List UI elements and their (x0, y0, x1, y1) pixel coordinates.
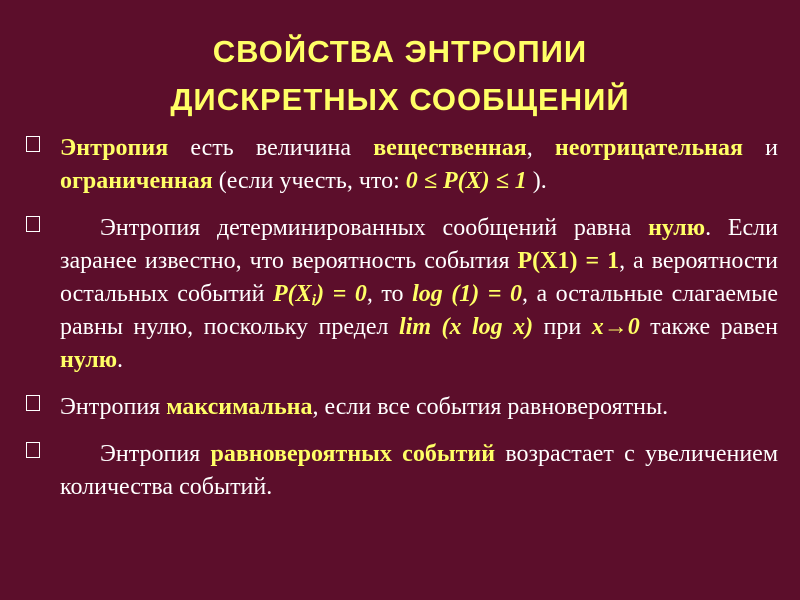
bullet-text-1 (60, 132, 778, 198)
text-span: ). (526, 168, 547, 194)
formula-probability-range: 0 ≤ P(X) ≤ 1 (405, 168, 527, 194)
text-span: , то (366, 281, 413, 307)
formula-part: P(X (273, 281, 312, 307)
term-nonnegative: неотрицательная (554, 135, 743, 161)
bullet-list (26, 132, 778, 518)
text-span: также равен (639, 314, 778, 340)
text-span: (если учесть, что: (212, 168, 406, 194)
bullet-text-2 (60, 212, 778, 377)
term-zero: нулю (60, 347, 118, 373)
bullet-item-2 (26, 212, 778, 377)
bullet-item-1 (26, 132, 778, 198)
bullet-box-icon (26, 395, 40, 411)
bullet-text-3 (60, 391, 778, 424)
text-span: , а остальные слагаемые равны нулю, поскольку предел (60, 281, 779, 340)
text-span: , а вероятности остальных событий (60, 248, 778, 307)
term-equiprobable-events: равновероятных событий (210, 441, 496, 467)
bullet-text-4 (60, 438, 778, 504)
text-span: . Если заранее известно, что вероятность события (60, 215, 778, 274)
term-bounded: ограниченная (60, 168, 213, 194)
formula-log: log (1) = 0 (412, 281, 522, 307)
text-span: при (533, 314, 592, 340)
formula-x-to-zero: x→0 (591, 314, 640, 340)
bullet-box-icon (26, 216, 40, 232)
term-real: вещественная (373, 135, 527, 161)
formula-limit: lim (x log x) (399, 314, 534, 340)
formula-p-xi (273, 281, 367, 307)
formula-p-x1: P(X1) = 1 (517, 248, 620, 274)
title-line-1: СВОЙСТВА ЭНТРОПИИ (212, 34, 588, 69)
bullet-item-3 (26, 391, 778, 424)
text-span: , если все события равновероятны. (312, 394, 669, 420)
bullet-item-4 (26, 438, 778, 504)
bullet-box-icon (26, 442, 40, 458)
text-span: возрастает с увеличением количества событий. (60, 441, 778, 500)
formula-subscript: i (311, 292, 317, 309)
term-entropy: Энтропия (60, 135, 169, 161)
text-span: и (742, 135, 779, 161)
bullet-box-icon (26, 136, 40, 152)
slide-title (0, 28, 800, 124)
text-span: есть величина (168, 135, 374, 161)
text-span: Энтропия детерминированных сообщений равна (100, 215, 649, 241)
text-span: Энтропия (100, 441, 211, 467)
term-maximal: максимальна (166, 394, 313, 420)
text-span: Энтропия (60, 394, 167, 420)
text-span: . (117, 347, 124, 373)
formula-part: ) = 0 (316, 281, 367, 307)
text-span: , (526, 135, 555, 161)
term-zero: нулю (648, 215, 706, 241)
title-line-2: ДИСКРЕТНЫХ СООБЩЕНИЙ (170, 82, 630, 117)
